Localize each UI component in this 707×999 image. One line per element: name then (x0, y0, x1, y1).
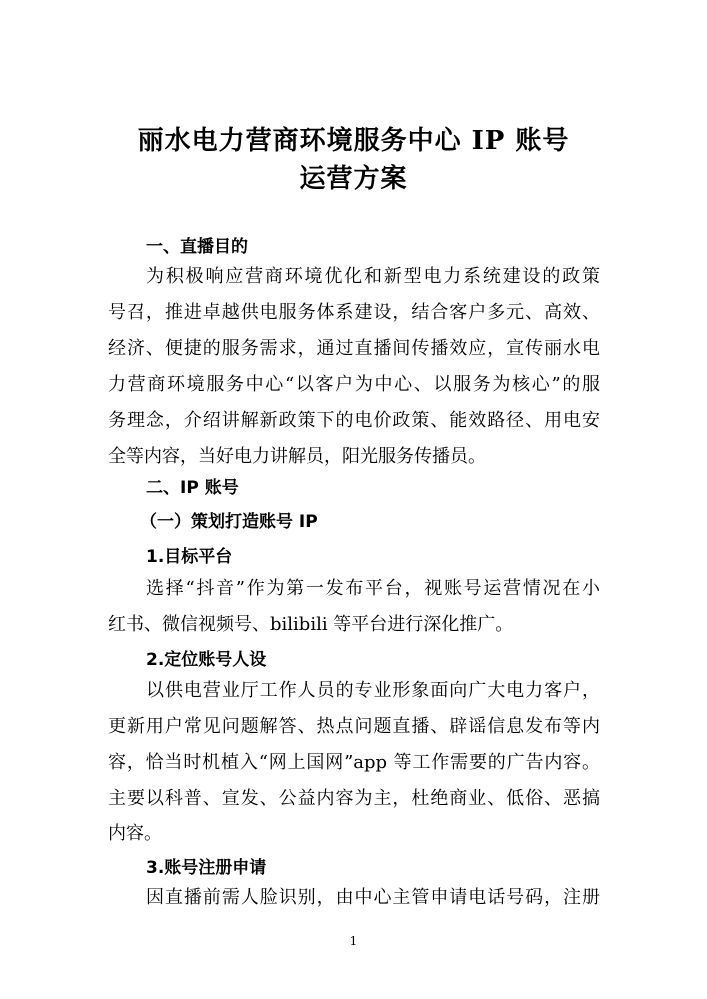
paragraph-line: 务理念，介绍讲解新政策下的电价政策、能效路径、用电安 (108, 410, 600, 431)
paragraph-line: 以供电营业厅工作人员的专业形象面向广大电力客户， (146, 680, 600, 701)
page-number: 1 (349, 934, 358, 948)
paragraph-line: 更新用户常见问题解答、热点问题直播、辟谣信息发布等内 (108, 716, 600, 737)
paragraph-line: 经济、便捷的服务需求，通过直播间传播效应，宣传丽水电 (108, 338, 600, 359)
section1-heading: 一、直播目的 (146, 237, 248, 257)
paragraph-line: 内容。 (108, 823, 162, 844)
paragraph-line: 力营商环境服务中心“以客户为中心、以服务为核心”的服 (108, 374, 600, 395)
item2-heading: 2.定位账号人设 (146, 650, 267, 670)
document-title-line2: 运营方案 (299, 164, 408, 194)
subsection1-heading: （一）策划打造账号 IP (140, 512, 318, 532)
paragraph-line: 为积极响应营商环境优化和新型电力系统建设的政策 (146, 266, 600, 287)
document-title-line1: 丽水电力营商环境服务中心 IP 账号 (137, 126, 570, 156)
section2-heading: 二、IP 账号 (146, 478, 239, 498)
paragraph-line: 因直播前需人脸识别，由中心主管申请电话号码，注册 (146, 887, 600, 908)
paragraph-line: 全等内容，当好电力讲解员，阳光服务传播员。 (108, 446, 486, 467)
item3-heading: 3.账号注册申请 (146, 858, 267, 878)
item1-heading: 1.目标平台 (146, 547, 233, 567)
paragraph-line: 号召，推进卓越供电服务体系建设，结合客户多元、高效、 (108, 302, 600, 323)
paragraph-line: 容，恰当时机植入“网上国网”app 等工作需要的广告内容。 (108, 752, 600, 773)
paragraph-line: 红书、微信视频号、bilibili 等平台进行深化推广。 (108, 614, 514, 635)
paragraph-line: 主要以科普、宣发、公益内容为主，杜绝商业、低俗、恶搞 (108, 788, 600, 809)
paragraph-line: 选择“抖音”作为第一发布平台，视账号运营情况在小 (146, 578, 600, 599)
